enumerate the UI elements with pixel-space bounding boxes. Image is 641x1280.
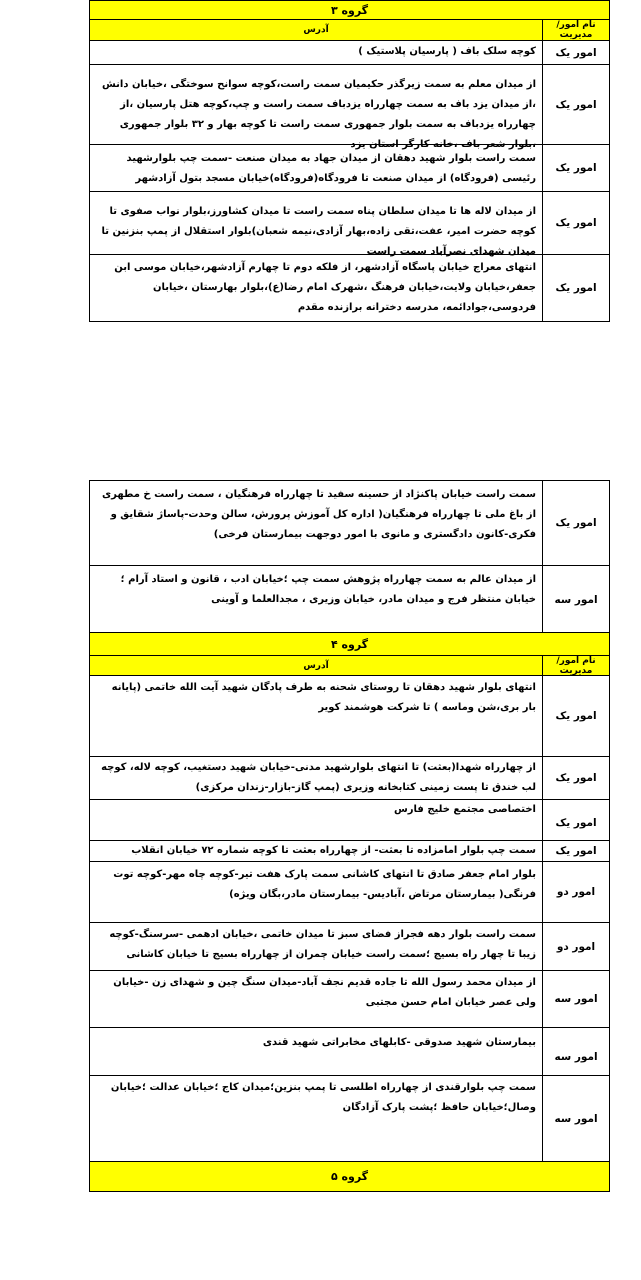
header-name-cell: نام امور/مدیریت [542, 656, 609, 675]
row-address: اختصاصی مجتمع خلیج فارس [393, 804, 536, 815]
row-address: از چهارراه شهدا(بعثت) تا انتهای بلوارشهید مدنی-خیابان شهید دستغیب، کوچه لاله، کوچه لب خندق تا پست زمینی کتابخانه وزیری (پمپ گاز-بازار-زندان مرکزی) [101, 762, 536, 793]
table-row [90, 192, 609, 255]
group5-title: گروه ۵ [89, 1161, 610, 1192]
table-row [90, 65, 609, 150]
row-address: انتهای بلوار شهید دهقان تا روستای شحنه به طرف پادگان شهید آیت الله خاتمی (پایانه بار بری،شن وماسه ) تا شرکت هوشمند کویر [111, 682, 536, 713]
header-address-cell: آدرس [303, 660, 329, 671]
row-name: امور دو [542, 862, 609, 922]
row-address: از میدان معلم به سمت زیرگذر حکیمیان سمت راست،کوچه سوانح سوختگی ،خیابان دانش ،از میدان یزد باف به سمت چهارراه یزدباف سمت راست و چپ،کوچه هتل پارسیان ،از چهارراه یزدباف به سمت بلوار جمهوری سمت راست تا کوچه بهار و ۳۲ بلوار جمهوری ،بلوار شعر باف ،خانه کارگر استان یزد [102, 79, 536, 150]
row-address: از میدان لاله ها تا میدان سلطان پناه سمت راست تا میدان کشاورز،بلوار نواب صفوی تا کوچه حضرت امیر، عفت،تقی زاده،بهار آزادی،نیمه شعبان)بلوار استقلال از پمپ بنزنین تا میدان شهدای نصرآباد سمت راست [101, 206, 536, 257]
row-name: امور سه [542, 566, 609, 633]
table-row [90, 255, 609, 321]
table-row [90, 1076, 609, 1162]
row-name: امور یک [542, 145, 609, 191]
table-row [90, 676, 609, 757]
row-name: امور یک [542, 757, 609, 799]
table-row [90, 145, 609, 192]
table-row [90, 41, 609, 65]
row-address: سمت چپ بلوارقندی از چهارراه اطلسی تا پمپ بنزین؛میدان کاج ؛خیابان عدالت ؛خیابان وصال؛خیابان حافظ ؛پشت پارک آزادگان [110, 1082, 536, 1113]
group3-table [89, 0, 610, 322]
table-row [90, 800, 609, 841]
row-name: امور یک [542, 676, 609, 756]
table-row [90, 566, 609, 633]
row-name: امور یک [542, 481, 609, 565]
table-row [90, 1028, 609, 1076]
group4-title: گروه ۴ [90, 633, 609, 656]
row-address: از میدان عالم به سمت چهارراه پژوهش سمت چپ ؛خیابان ادب ، قانون و استاد آرام ؛خیابان منتظر فرج و میدان مادر، خیابان وزیری ، مجدالعلما و آوینی [120, 574, 536, 605]
row-name: امور سه [542, 1028, 609, 1075]
row-address: کوچه سلک باف ( پارسیان پلاستیک ) [358, 46, 536, 57]
row-address: انتهای معراج خیابان پاسگاه آزادشهر، از فلکه دوم تا چهارم آزادشهر،خیابان موسی ابن جعفر،خیابان ولایت،خیابان فرهنگ ،شهرک امام رضا(ع)،بلوار بهارستان ،خیابان فردوسی،جوادائمه، مدرسه دخترانه برازنده مقدم [114, 262, 536, 313]
group3-continued-table [89, 480, 610, 634]
row-name: امور یک [542, 255, 609, 321]
row-name: امور یک [542, 192, 609, 254]
row-name: امور سه [542, 1076, 609, 1162]
group4-header-row [90, 656, 609, 676]
header-name-cell: نام امور/مدیریت [542, 20, 609, 40]
row-name: امور یک [542, 800, 609, 840]
table-row [90, 971, 609, 1028]
group3-title: گروه ۳ [90, 1, 609, 20]
table-row [90, 841, 609, 862]
row-address: سمت چپ بلوار امامزاده تا بعثت- از چهارراه بعثت تا کوچه شماره ۷۲ خیابان انقلاب [131, 845, 536, 856]
row-address: بیمارستان شهید صدوقی -کابلهای مخابراتی شهید قندی [262, 1037, 536, 1048]
row-address: سمت راست بلوار شهید دهقان از میدان جهاد به میدان صنعت -سمت چپ بلوارشهید رئیسی (فرودگاه) از میدان صنعت تا فرودگاه(فرودگاه)خیابان مسجد بتول آزادشهر [126, 153, 536, 184]
table-row [90, 757, 609, 800]
table-row [90, 862, 609, 923]
group4-table [89, 632, 610, 1163]
row-address: سمت راست بلوار دهه فجراز فضای سبز تا میدان خاتمی ،خیابان ادهمی -سرسنگ-کوچه زیبا تا چهار راه بسیج ؛سمت راست خیابان چمران از چهارراه بسیج تا خیابان کاشانی [109, 929, 536, 960]
group3-header-row [90, 20, 609, 41]
row-address: از میدان محمد رسول الله تا جاده قدیم نجف آباد-میدان سنگ چین و شهدای زن -خیابان ولی عصر خیابان امام حسن مجتبی [113, 977, 536, 1008]
table-row [90, 923, 609, 971]
row-name: امور یک [542, 65, 609, 144]
row-address: سمت راست خیابان پاکنژاد از حسینه سفید تا چهارراه فرهنگیان ، سمت راست خ مطهری از باغ ملی تا چهارراه فرهنگیان( اداره کل آموزش پرورش، سالن وحدت-پاساژ شقایق و فکری-کانون دادگستری و مانوی با امور دوجهت بیمارستان فرخی) [102, 489, 536, 540]
table-row [90, 481, 609, 566]
row-name: امور یک [542, 41, 609, 64]
header-address-cell: آدرس [303, 25, 329, 35]
row-name: امور دو [542, 923, 609, 970]
row-name: امور یک [542, 841, 609, 861]
row-address: بلوار امام جعفر صادق تا انتهای کاشانی سمت پارک هفت تیر-کوچه چاه مهر-کوچه توت فرنگی( بیمارستان مرتاض ،آبادیس- بیمارستان مادر،بگان ویژه) [113, 869, 536, 900]
row-name: امور سه [542, 971, 609, 1027]
